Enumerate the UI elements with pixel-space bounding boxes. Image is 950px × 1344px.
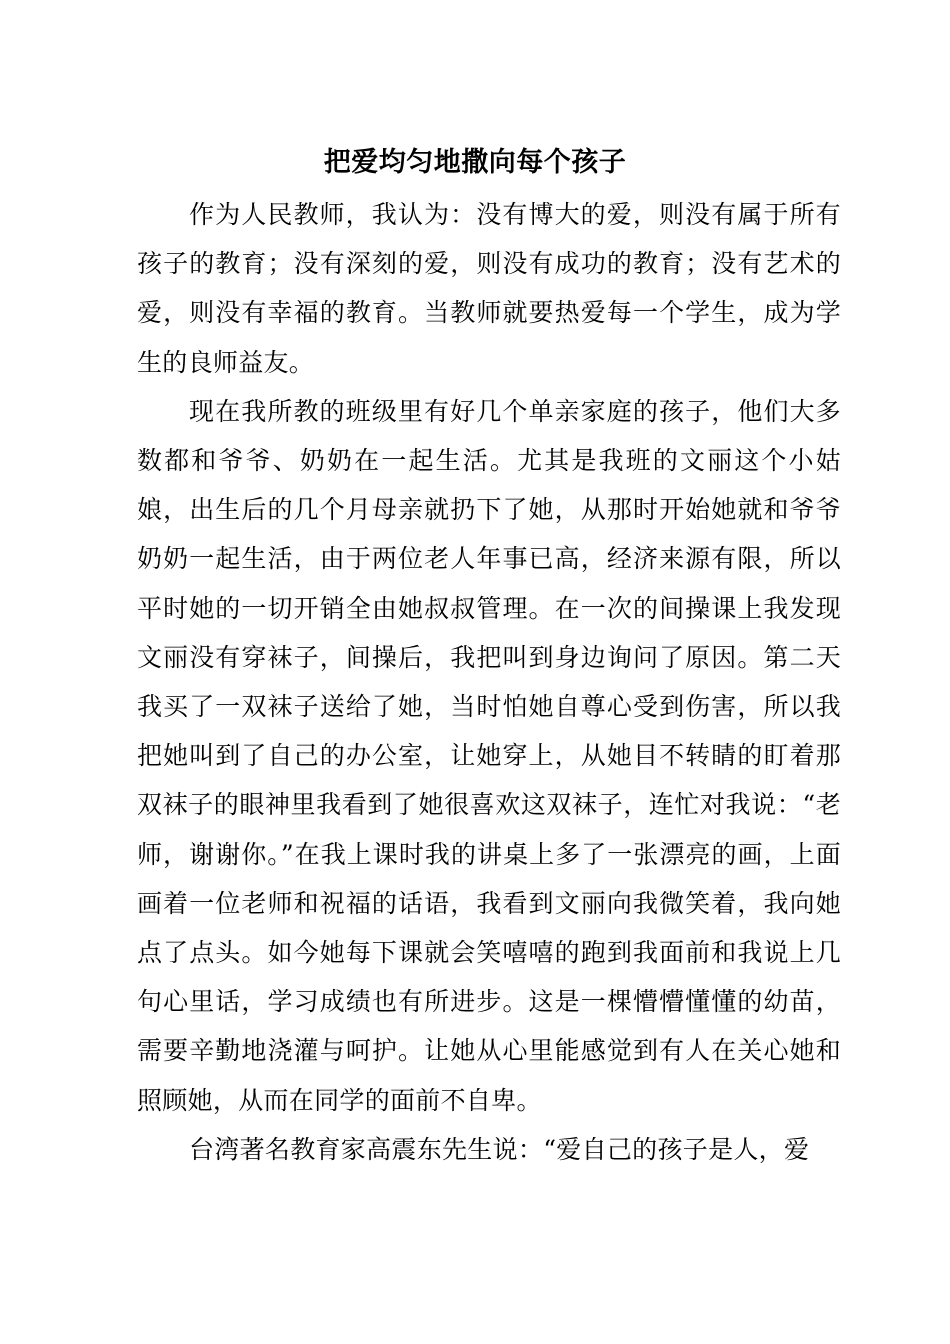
document-body [137, 190, 841, 1174]
paragraph-2: 现在我所教的班级里有好几个单亲家庭的孩子，他们大多数都和爷爷、奶奶在一起生活。尤其是我班的文丽这个小姑娘，出生后的几个月母亲就扔下了她，从那时开始她就和爷爷奶奶一起生活，由于两位老人年事已高，经济来源有限，所以平时她的一切开销全由她叔叔管理。在一次的间操课上我发现文丽没有穿袜子，间操后，我把叫到身边询问了原因。第二天我买了一双袜子送给了她，当时怕她自尊心受到伤害，所以我把她叫到了自己的办公室，让她穿上，从她目不转睛的盯着那双袜子的眼神里我看到了她很喜欢这双袜子，连忙对我说：“老师，谢谢你。”在我上课时我的讲桌上多了一张漂亮的画，上面画着一位老师和祝福的话语，我看到文丽向我微笑着，我向她点了点头。如今她每下课就会笑嘻嘻的跑到我面前和我说上几句心里话，学习成绩也有所进步。这是一棵懵懵懂懂的幼苗，需要辛勤地浇灌与呵护。让她从心里能感觉到有人在关心她和照顾她，从而在同学的面前不自卑。 [137, 396, 841, 1115]
paragraph-1: 作为人民教师，我认为：没有博大的爱，则没有属于所有孩子的教育；没有深刻的爱，则没有成功的教育；没有艺术的爱，则没有幸福的教育。当教师就要热爱每一个学生，成为学生的良师益友。 [137, 200, 841, 377]
paragraph-3: 台湾著名教育家高震东先生说：“爱自己的孩子是人，爱 [189, 1134, 810, 1164]
document-title: 把爱均匀地撒向每个孩子 [323, 147, 627, 178]
